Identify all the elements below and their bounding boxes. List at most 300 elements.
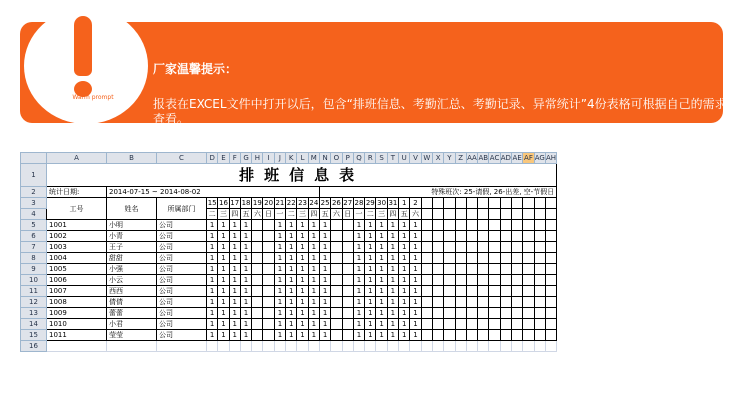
schedule-cell[interactable]: 1 [218,308,229,319]
row-header[interactable]: 10 [21,275,47,286]
schedule-cell[interactable] [252,231,263,242]
row-header[interactable]: 2 [21,187,47,198]
cell[interactable] [444,242,455,253]
schedule-cell[interactable] [342,231,353,242]
cell[interactable] [421,264,432,275]
weekday-header[interactable]: 四 [229,209,240,220]
spreadsheet-grid[interactable] [20,152,557,352]
cell[interactable] [229,341,240,352]
schedule-cell[interactable] [331,330,342,341]
cell[interactable] [500,231,511,242]
schedule-cell[interactable]: 1 [365,231,376,242]
weekday-header[interactable]: 四 [387,209,398,220]
schedule-cell[interactable] [331,319,342,330]
schedule-cell[interactable]: 1 [207,264,218,275]
cell[interactable] [478,275,489,286]
cell[interactable] [500,264,511,275]
cell[interactable] [478,209,489,220]
schedule-cell[interactable]: 1 [286,319,297,330]
column-header[interactable]: AA [467,154,477,162]
schedule-cell[interactable]: 1 [240,319,251,330]
cell[interactable] [421,286,432,297]
cell[interactable] [252,341,263,352]
day-header[interactable]: 22 [286,199,296,207]
cell[interactable] [545,198,556,209]
schedule-cell[interactable]: 1 [274,297,285,308]
schedule-cell[interactable] [342,319,353,330]
schedule-cell[interactable]: 1 [207,242,218,253]
schedule-cell[interactable]: 1 [387,220,398,231]
row-header[interactable]: 8 [21,253,47,264]
schedule-cell[interactable] [331,242,342,253]
cell[interactable] [455,330,466,341]
cell[interactable] [466,209,477,220]
cell[interactable] [545,209,556,220]
cell[interactable] [478,297,489,308]
employee-name-cell[interactable]: 王子 [107,242,157,253]
cell[interactable] [489,220,500,231]
cell[interactable] [263,341,274,352]
column-header[interactable]: Y [444,153,455,164]
employee-name-cell[interactable]: 倩倩 [107,297,157,308]
schedule-cell[interactable]: 1 [353,242,364,253]
employee-name-cell[interactable]: 小强 [107,264,157,275]
schedule-cell[interactable]: 1 [297,297,308,308]
cell[interactable] [387,341,398,352]
schedule-cell[interactable]: 1 [308,220,319,231]
schedule-cell[interactable]: 1 [229,297,240,308]
employee-id-cell[interactable]: 1004 [47,253,107,264]
row-header[interactable]: 14 [21,319,47,330]
employee-id-cell[interactable]: 1010 [47,319,107,330]
schedule-cell[interactable] [331,297,342,308]
cell[interactable] [286,341,297,352]
cell[interactable] [545,286,556,297]
cell[interactable] [353,341,364,352]
cell[interactable] [523,220,534,231]
schedule-cell[interactable] [331,253,342,264]
cell[interactable] [478,341,489,352]
schedule-cell[interactable]: 1 [353,275,364,286]
schedule-cell[interactable]: 1 [308,242,319,253]
cell[interactable] [500,319,511,330]
schedule-cell[interactable]: 1 [308,286,319,297]
cell[interactable] [455,264,466,275]
cell[interactable] [523,286,534,297]
table-row[interactable] [21,275,557,286]
cell[interactable] [421,275,432,286]
weekday-header[interactable]: 六 [410,209,421,220]
cell[interactable] [421,297,432,308]
schedule-cell[interactable]: 1 [399,286,410,297]
cell[interactable] [500,286,511,297]
schedule-cell[interactable]: 1 [410,319,421,330]
header-name[interactable]: 姓名 [107,198,157,220]
schedule-cell[interactable]: 1 [365,253,376,264]
schedule-cell[interactable]: 1 [376,220,387,231]
weekday-header[interactable]: 二 [365,209,376,220]
cell[interactable] [218,341,229,352]
schedule-cell[interactable]: 1 [297,308,308,319]
schedule-cell[interactable]: 1 [365,220,376,231]
schedule-cell[interactable]: 1 [240,253,251,264]
table-row[interactable] [21,308,557,319]
schedule-cell[interactable]: 1 [410,231,421,242]
employee-id-cell[interactable]: 1007 [47,286,107,297]
column-header[interactable]: AB [478,154,489,162]
schedule-cell[interactable] [263,231,274,242]
schedule-cell[interactable]: 1 [229,275,240,286]
schedule-cell[interactable]: 1 [240,264,251,275]
employee-name-cell[interactable]: 莹莹 [107,330,157,341]
cell[interactable] [523,297,534,308]
schedule-cell[interactable]: 1 [207,308,218,319]
cell[interactable] [534,242,545,253]
day-header[interactable]: 15 [207,199,217,207]
schedule-cell[interactable]: 1 [376,330,387,341]
cell[interactable] [523,330,534,341]
cell[interactable] [523,231,534,242]
cell[interactable] [478,231,489,242]
cell[interactable] [512,319,523,330]
cell[interactable] [466,264,477,275]
row-header[interactable]: 16 [21,341,47,352]
schedule-cell[interactable] [331,308,342,319]
weekday-header[interactable]: 一 [274,209,285,220]
schedule-cell[interactable]: 1 [286,264,297,275]
schedule-cell[interactable] [342,242,353,253]
schedule-cell[interactable]: 1 [207,319,218,330]
special-shift-note[interactable]: 特殊班次: 25-请假, 26-出差, 空-节假日 [319,187,556,198]
schedule-cell[interactable]: 1 [353,231,364,242]
schedule-cell[interactable]: 1 [297,253,308,264]
day-header[interactable]: 18 [241,199,251,207]
schedule-cell[interactable]: 1 [399,264,410,275]
header-department[interactable]: 所属部门 [157,198,207,220]
cell[interactable] [512,297,523,308]
cell[interactable] [534,308,545,319]
employee-name-cell[interactable]: 小云 [107,275,157,286]
schedule-cell[interactable]: 1 [376,264,387,275]
table-row[interactable] [21,286,557,297]
cell[interactable] [274,341,285,352]
cell[interactable] [489,319,500,330]
cell[interactable] [455,319,466,330]
column-header[interactable]: AF [524,154,533,162]
cell[interactable] [421,319,432,330]
weekday-header[interactable]: 日 [342,209,353,220]
cell[interactable] [421,242,432,253]
cell[interactable] [534,275,545,286]
schedule-cell[interactable]: 1 [207,330,218,341]
schedule-cell[interactable]: 1 [286,242,297,253]
schedule-cell[interactable]: 1 [387,319,398,330]
cell[interactable] [444,264,455,275]
cell[interactable] [444,330,455,341]
schedule-cell[interactable]: 1 [297,231,308,242]
row-header[interactable]: 13 [21,308,47,319]
schedule-cell[interactable]: 1 [399,231,410,242]
weekday-header[interactable]: 日 [263,209,274,220]
cell[interactable] [308,341,319,352]
cell[interactable] [545,220,556,231]
cell[interactable] [466,308,477,319]
schedule-cell[interactable]: 1 [286,330,297,341]
row-header[interactable]: 6 [21,231,47,242]
day-header[interactable]: 20 [264,199,274,207]
cell[interactable] [534,198,545,209]
cell[interactable] [455,286,466,297]
column-header[interactable]: H [252,153,263,164]
cell[interactable] [421,198,432,209]
schedule-cell[interactable]: 1 [286,220,297,231]
schedule-cell[interactable]: 1 [297,242,308,253]
schedule-cell[interactable]: 1 [376,297,387,308]
cell[interactable] [410,341,421,352]
schedule-cell[interactable]: 1 [229,319,240,330]
column-header[interactable]: O [331,153,342,164]
schedule-cell[interactable]: 1 [218,330,229,341]
cell[interactable] [466,286,477,297]
cell[interactable] [455,253,466,264]
column-header[interactable]: X [432,153,443,164]
row-header[interactable]: 15 [21,330,47,341]
schedule-cell[interactable]: 1 [274,264,285,275]
schedule-cell[interactable]: 1 [376,253,387,264]
cell[interactable] [489,264,500,275]
cell[interactable] [500,275,511,286]
cell[interactable] [432,341,443,352]
schedule-cell[interactable] [263,220,274,231]
employee-dept-cell[interactable]: 公司 [157,264,207,275]
employee-id-cell[interactable]: 1001 [47,220,107,231]
cell[interactable] [432,220,443,231]
cell[interactable] [545,264,556,275]
cell[interactable] [432,264,443,275]
cell[interactable] [545,319,556,330]
employee-dept-cell[interactable]: 公司 [157,297,207,308]
cell[interactable] [512,220,523,231]
employee-id-cell[interactable]: 1009 [47,308,107,319]
table-row[interactable] [21,231,557,242]
cell[interactable] [534,231,545,242]
cell[interactable] [500,209,511,220]
cell[interactable] [545,297,556,308]
schedule-cell[interactable]: 1 [286,253,297,264]
cell[interactable] [534,297,545,308]
column-header[interactable]: T [387,153,398,164]
row-header[interactable]: 11 [21,286,47,297]
cell[interactable] [545,341,556,352]
cell[interactable] [207,341,218,352]
employee-id-cell[interactable]: 1006 [47,275,107,286]
schedule-cell[interactable]: 1 [410,286,421,297]
cell[interactable] [444,275,455,286]
schedule-cell[interactable]: 1 [274,253,285,264]
cell[interactable] [478,198,489,209]
cell[interactable] [500,308,511,319]
cell[interactable] [376,341,387,352]
cell[interactable] [444,286,455,297]
cell[interactable] [478,319,489,330]
cell[interactable] [523,209,534,220]
cell[interactable] [534,286,545,297]
day-header[interactable]: 16 [218,199,228,207]
column-header[interactable]: M [308,153,319,164]
schedule-cell[interactable]: 1 [376,242,387,253]
employee-name-cell[interactable]: 西西 [107,286,157,297]
cell[interactable] [500,253,511,264]
cell[interactable] [534,319,545,330]
column-header[interactable]: C [157,153,207,164]
schedule-cell[interactable]: 1 [319,286,330,297]
schedule-cell[interactable] [331,231,342,242]
cell[interactable] [489,198,500,209]
cell[interactable] [489,242,500,253]
cell[interactable] [489,275,500,286]
cell[interactable] [466,275,477,286]
schedule-cell[interactable]: 1 [240,308,251,319]
schedule-cell[interactable]: 1 [353,308,364,319]
cell[interactable] [47,341,107,352]
schedule-cell[interactable]: 1 [218,319,229,330]
schedule-cell[interactable]: 1 [274,286,285,297]
schedule-cell[interactable]: 1 [308,319,319,330]
schedule-cell[interactable]: 1 [207,297,218,308]
cell[interactable] [545,253,556,264]
column-header[interactable]: U [399,153,410,164]
employee-name-cell[interactable]: 小青 [107,231,157,242]
schedule-cell[interactable]: 1 [286,297,297,308]
cell[interactable] [421,209,432,220]
schedule-cell[interactable]: 1 [286,231,297,242]
schedule-cell[interactable]: 1 [319,308,330,319]
cell[interactable] [466,242,477,253]
schedule-cell[interactable] [331,286,342,297]
schedule-cell[interactable]: 1 [410,264,421,275]
schedule-cell[interactable]: 1 [218,242,229,253]
cell[interactable] [444,220,455,231]
employee-id-cell[interactable]: 1005 [47,264,107,275]
schedule-cell[interactable]: 1 [274,242,285,253]
cell[interactable] [444,253,455,264]
employee-id-cell[interactable]: 1002 [47,231,107,242]
cell[interactable] [523,264,534,275]
cell[interactable] [478,253,489,264]
schedule-cell[interactable]: 1 [399,275,410,286]
cell[interactable] [500,330,511,341]
cell[interactable] [512,209,523,220]
schedule-cell[interactable] [263,242,274,253]
schedule-cell[interactable]: 1 [240,330,251,341]
cell[interactable] [444,231,455,242]
schedule-cell[interactable]: 1 [319,297,330,308]
cell[interactable] [534,330,545,341]
column-header[interactable]: S [376,153,387,164]
cell[interactable] [421,308,432,319]
schedule-cell[interactable]: 1 [319,253,330,264]
day-header[interactable]: 1 [399,198,410,209]
column-header[interactable]: AG [534,154,545,162]
schedule-cell[interactable]: 1 [387,253,398,264]
cell[interactable] [432,253,443,264]
schedule-cell[interactable]: 1 [308,297,319,308]
schedule-cell[interactable] [263,319,274,330]
schedule-cell[interactable]: 1 [365,242,376,253]
schedule-cell[interactable]: 1 [297,330,308,341]
schedule-cell[interactable]: 1 [319,231,330,242]
schedule-cell[interactable]: 1 [207,253,218,264]
column-header[interactable]: Z [455,153,466,164]
cell[interactable] [489,330,500,341]
schedule-cell[interactable]: 1 [376,231,387,242]
schedule-cell[interactable]: 1 [308,231,319,242]
employee-name-cell[interactable]: 甜甜 [107,253,157,264]
schedule-cell[interactable] [252,319,263,330]
schedule-cell[interactable]: 1 [297,275,308,286]
schedule-cell[interactable]: 1 [353,286,364,297]
cell[interactable] [489,253,500,264]
cell[interactable] [512,286,523,297]
cell[interactable] [240,341,251,352]
column-header[interactable]: F [229,153,240,164]
cell[interactable] [500,297,511,308]
weekday-header[interactable]: 三 [297,209,308,220]
cell[interactable] [545,242,556,253]
schedule-cell[interactable]: 1 [297,286,308,297]
employee-dept-cell[interactable]: 公司 [157,220,207,231]
cell[interactable] [421,341,432,352]
cell[interactable] [523,198,534,209]
schedule-cell[interactable]: 1 [410,242,421,253]
schedule-cell[interactable]: 1 [297,319,308,330]
cell[interactable] [455,242,466,253]
weekday-header[interactable]: 二 [207,209,218,220]
cell[interactable] [455,341,466,352]
row-header[interactable]: 4 [21,209,47,220]
schedule-cell[interactable] [263,286,274,297]
schedule-cell[interactable]: 1 [308,330,319,341]
schedule-cell[interactable]: 1 [376,286,387,297]
employee-dept-cell[interactable]: 公司 [157,330,207,341]
row-header[interactable]: 1 [21,164,47,187]
cell[interactable] [444,198,455,209]
schedule-cell[interactable]: 1 [240,297,251,308]
cell[interactable] [489,341,500,352]
column-header[interactable]: J [274,153,285,164]
cell[interactable] [342,341,353,352]
cell[interactable] [489,209,500,220]
cell[interactable] [455,198,466,209]
table-row[interactable] [21,330,557,341]
date-range[interactable]: 2014-07-15 ~ 2014-08-02 [107,187,320,198]
cell[interactable] [455,308,466,319]
schedule-cell[interactable]: 1 [274,275,285,286]
schedule-cell[interactable] [342,297,353,308]
day-header[interactable]: 24 [309,199,319,207]
schedule-cell[interactable]: 1 [410,297,421,308]
schedule-cell[interactable]: 1 [319,242,330,253]
cell[interactable] [444,297,455,308]
schedule-cell[interactable] [263,264,274,275]
date-label[interactable]: 统计日期: [47,187,107,198]
table-row[interactable] [21,297,557,308]
cell[interactable] [455,275,466,286]
cell[interactable] [478,242,489,253]
schedule-cell[interactable] [252,253,263,264]
schedule-cell[interactable] [331,220,342,231]
schedule-cell[interactable]: 1 [229,220,240,231]
